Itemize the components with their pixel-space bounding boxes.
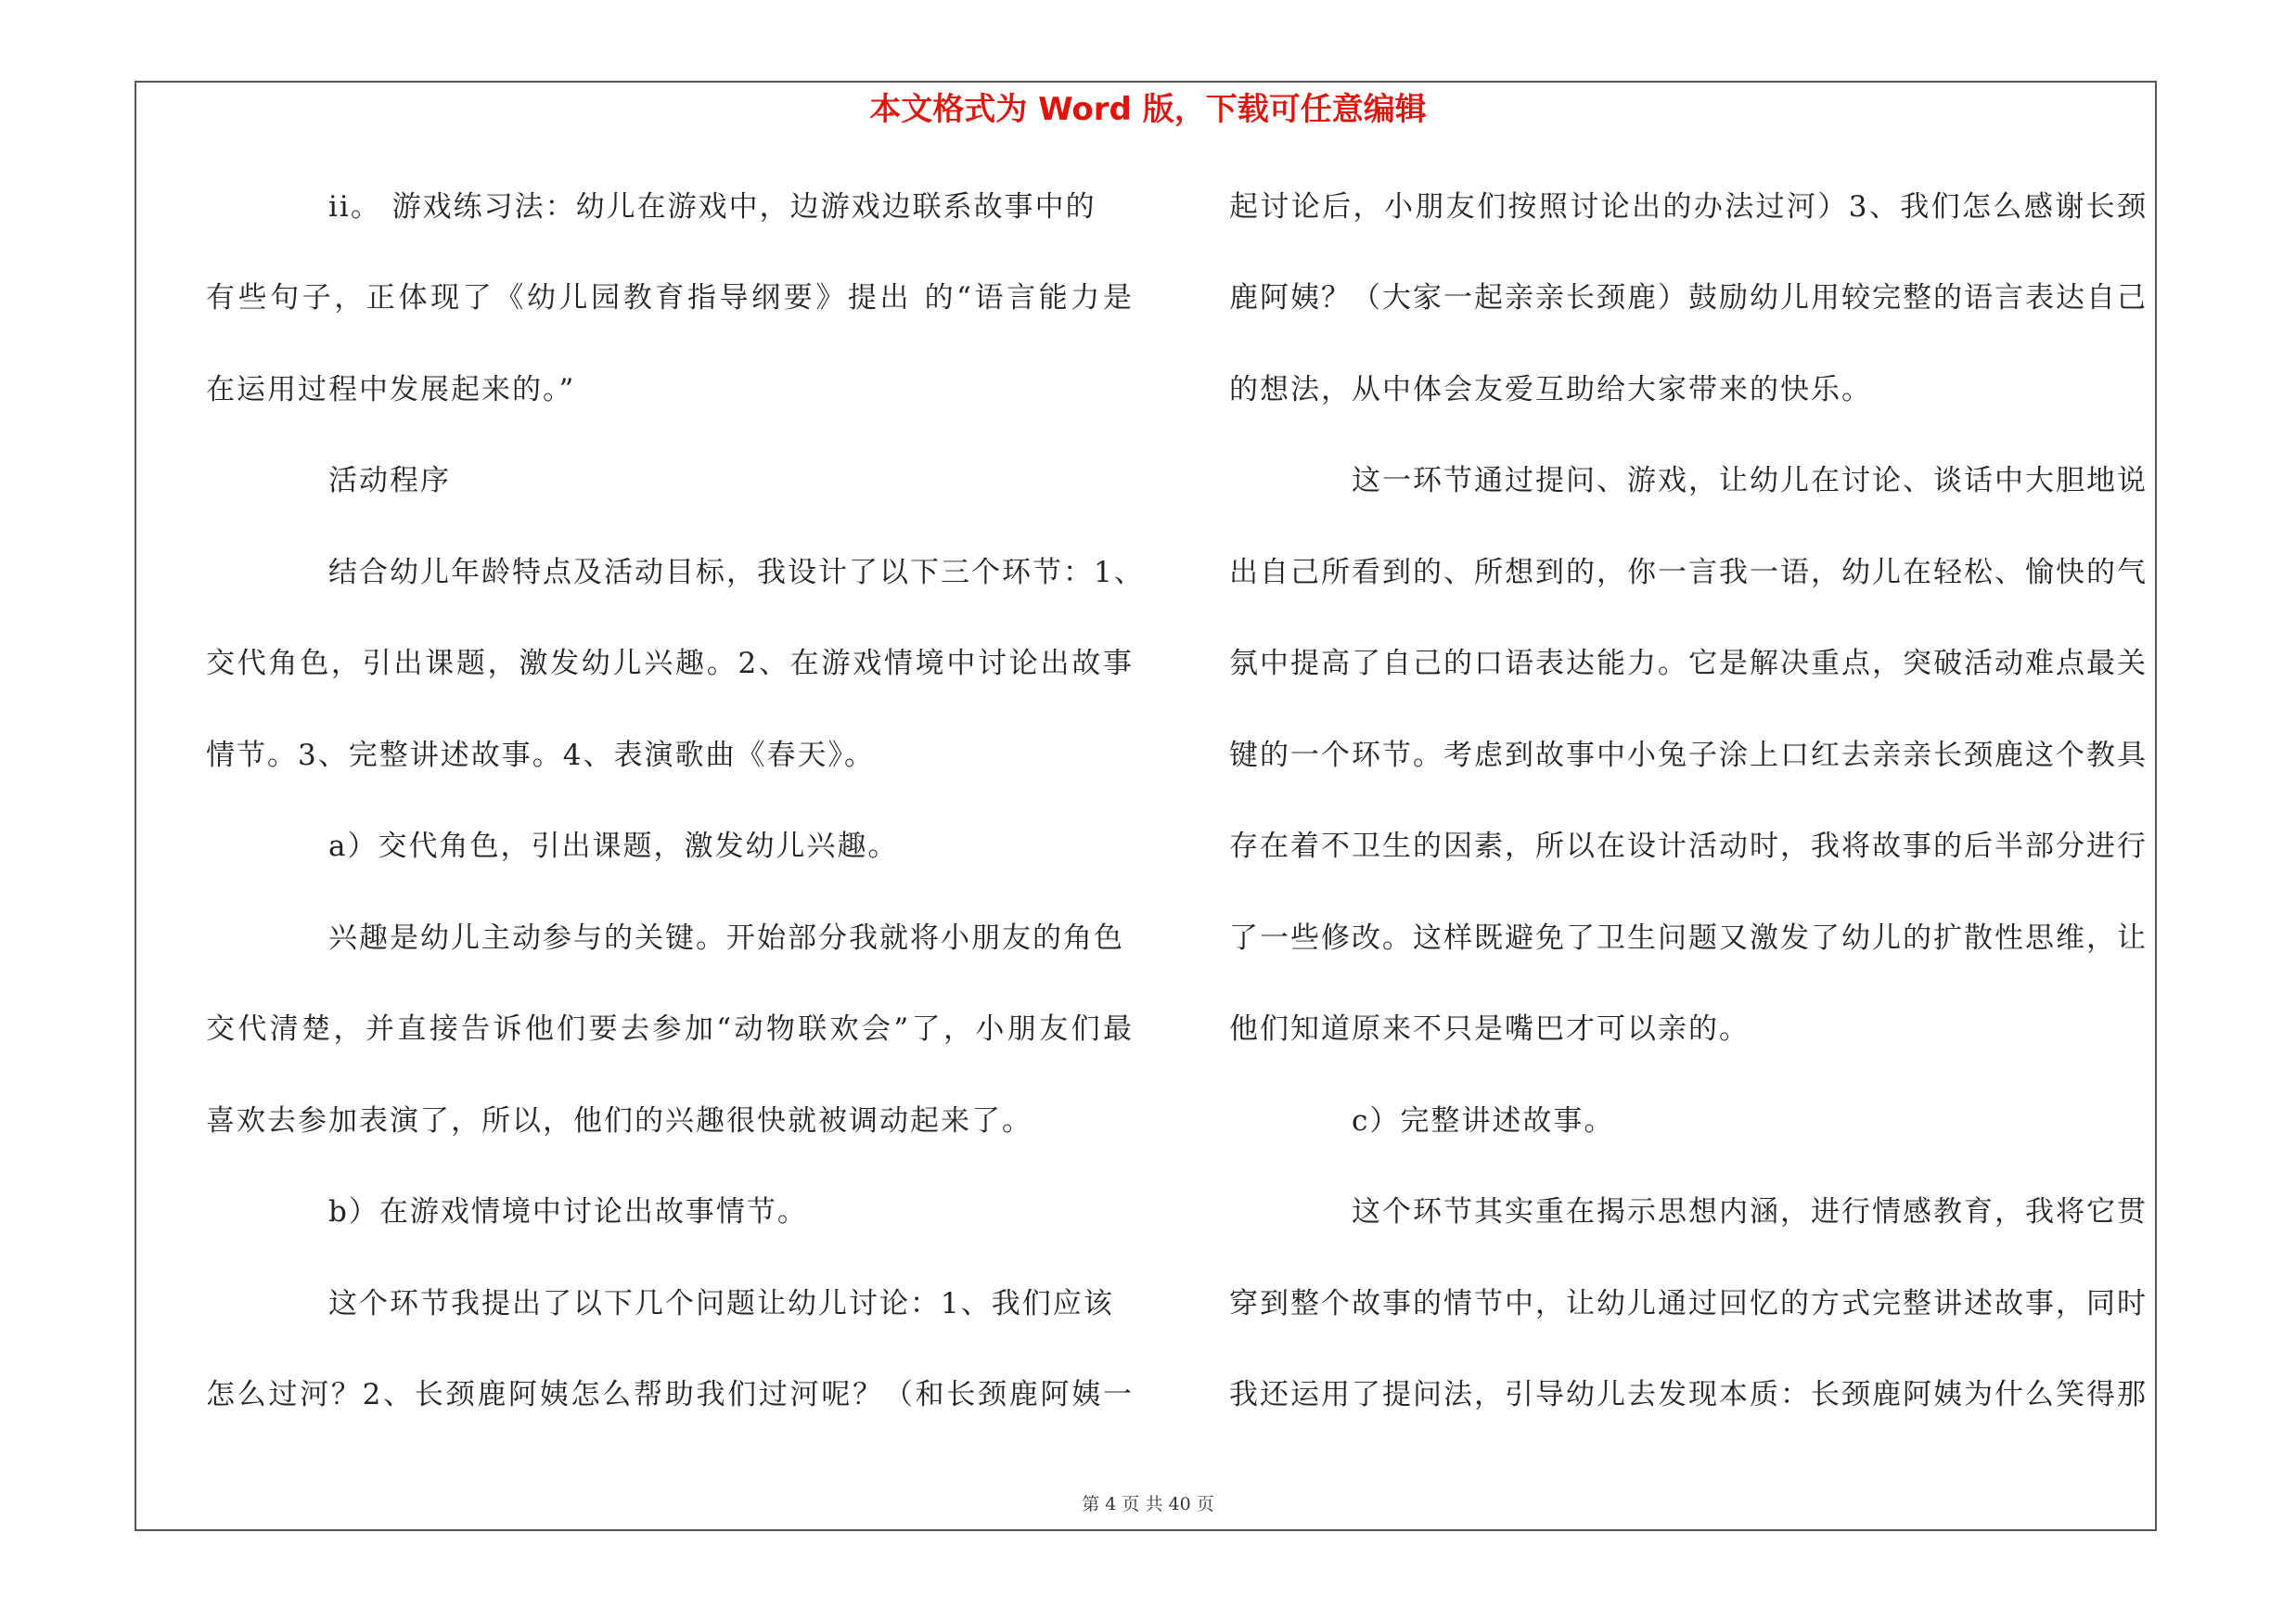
text-line: 在运用过程中发展起来的。” [206,373,576,406]
text-line: 这一环节通过提问、游戏，让幼儿在讨论、谈话中大胆地说 [1352,464,2148,497]
text-line: 他们知道原来不只是嘴巴才可以亲的。 [1229,1012,1750,1046]
text-line: 出自己所看到的、所想到的，你一言我一语，幼儿在轻松、愉快的气 [1229,556,2148,589]
text-line: 喜欢去参加表演了，所以，他们的兴趣很快就被调动起来了。 [206,1104,1033,1138]
subheading-b: b）在游戏情境中讨论出故事情节。 [328,1195,808,1229]
text-line: 怎么过河？2、长颈鹿阿姨怎么帮助我们过河呢？（和长颈鹿阿姨一 [206,1378,1134,1411]
text-line: 了一些修改。这样既避免了卫生问题又激发了幼儿的扩散性思维，让 [1229,921,2148,955]
text-line: 起讨论后，小朋友们按照讨论出的办法过河）3、我们怎么感谢长颈 [1229,190,2148,224]
text-line: ii。 游戏练习法：幼儿在游戏中，边游戏边联系故事中的 [328,190,1097,224]
text-line: 有些句子，正体现了《幼儿园教育指导纲要》提出 的“语言能力是 [206,281,1134,315]
text-line: 这个环节其实重在揭示思想内涵，进行情感教育，我将它贯 [1352,1195,2148,1229]
subheading-c: c）完整讲述故事。 [1352,1104,1615,1138]
text-line: 交代角色，引出课题，激发幼儿兴趣。2、在游戏情境中讨论出故事 [206,647,1134,680]
page-number: 第 4 页 共 40 页 [1082,1494,1214,1514]
text-line: 这个环节我提出了以下几个问题让幼儿讨论：1、我们应该 [328,1287,1114,1320]
format-banner: 本文格式为 Word 版，下载可任意编辑 [869,91,1427,128]
text-line: 的想法，从中体会友爱互助给大家带来的快乐。 [1229,373,1872,406]
text-line: 穿到整个故事的情节中，让幼儿通过回忆的方式完整讲述故事，同时 [1229,1287,2148,1320]
section-heading: 活动程序 [328,464,451,497]
text-line: 键的一个环节。考虑到故事中小兔子涂上口红去亲亲长颈鹿这个教具 [1229,739,2148,772]
subheading-a: a）交代角色，引出课题，激发幼儿兴趣。 [328,830,899,863]
text-line: 结合幼儿年龄特点及活动目标，我设计了以下三个环节：1、 [328,556,1145,589]
text-line: 情节。3、完整讲述故事。4、表演歌曲《春天》。 [206,739,875,772]
text-line: 交代清楚，并直接告诉他们要去参加“动物联欢会”了，小朋友们最 [206,1012,1134,1046]
text-line: 鹿阿姨？（大家一起亲亲长颈鹿）鼓励幼儿用较完整的语言表达自己 [1229,281,2148,315]
text-line: 我还运用了提问法，引导幼儿去发现本质：长颈鹿阿姨为什么笑得那 [1229,1378,2148,1411]
text-line: 兴趣是幼儿主动参与的关键。开始部分我就将小朋友的角色 [328,921,1124,955]
text-line: 氛中提高了自己的口语表达能力。它是解决重点，突破活动难点最关 [1229,647,2148,680]
text-line: 存在着不卫生的因素，所以在设计活动时，我将故事的后半部分进行 [1229,830,2148,863]
